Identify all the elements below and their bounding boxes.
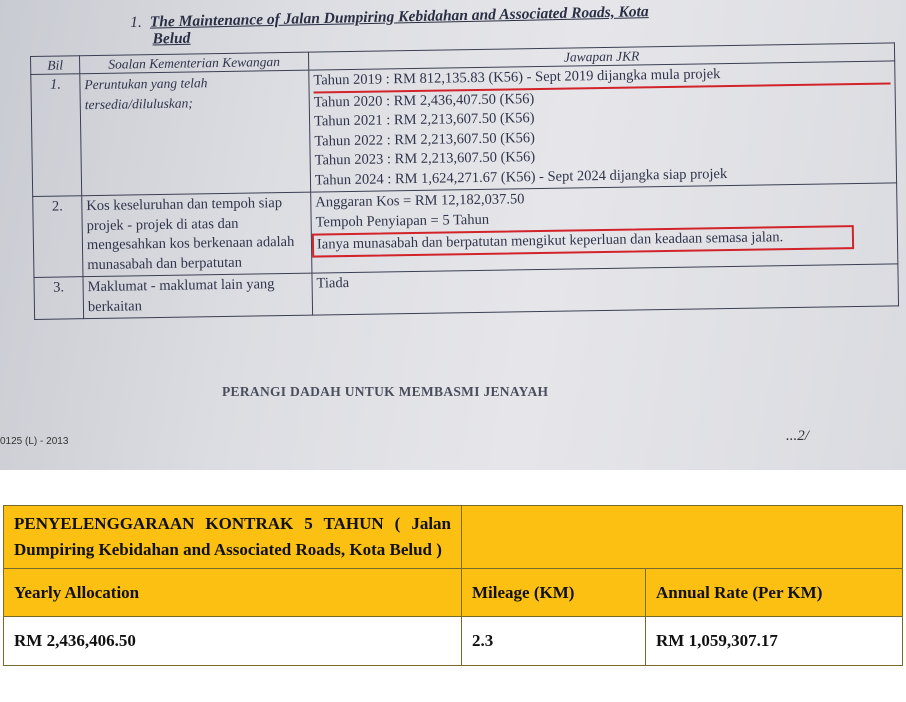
slogan: PERANGI DADAH UNTUK MEMBASMI JENAYAH bbox=[222, 384, 549, 399]
summary-table bbox=[3, 505, 903, 666]
summary-title-text: PENYELENGGARAAN KONTRAK 5 TAHUN ( Jalan Dumpiring Kebidahan and Associated Roads, Kota Belud ) bbox=[14, 514, 451, 559]
row-2-bil: 2. bbox=[33, 196, 83, 278]
completion-period: Tempoh Penyiapan = 5 Tahun bbox=[315, 211, 490, 231]
value-yearly-allocation: RM 2,436,406.50 bbox=[4, 617, 462, 666]
header-soalan: Soalan Kementerian Kewangan bbox=[80, 52, 309, 74]
row-1-soalan: Peruntukan yang telah tersedia/diluluskan; bbox=[80, 70, 311, 196]
row-2-soalan: Kos keseluruhan dan tempoh siap projek - projek di atas dan mengesahkan kos berkenaan adalah munasabah dan berpatutan bbox=[82, 192, 312, 277]
section-number: 1. bbox=[130, 13, 142, 31]
row-1-bil: 1. bbox=[31, 74, 82, 197]
header-yearly-allocation: Yearly Allocation bbox=[4, 569, 462, 617]
row-3-soalan: Maklumat - maklumat lain yang berkaitan bbox=[83, 273, 313, 319]
value-annual-rate: RM 1,059,307.17 bbox=[646, 617, 903, 666]
allocation-2024: Tahun 2024 : RM 1,624,271.67 (K56) - Sept 2024 dijangka siap projek bbox=[314, 165, 728, 189]
table-row bbox=[33, 183, 898, 278]
title-line-1: The Maintenance of Jalan Dumpiring Kebidahan and Associated Roads, Kota bbox=[149, 3, 649, 31]
summary-title-row bbox=[4, 506, 903, 569]
reasonable-statement-highlight: Ianya munasabah dan berpatutan mengikut keperluan dan keadaan semasa jalan. bbox=[312, 225, 854, 257]
allocation-2020: Tahun 2020 : RM 2,436,407.50 (K56) bbox=[313, 90, 535, 111]
summary-header-row bbox=[4, 569, 903, 617]
header-jawapan: Jawapan JKR bbox=[308, 43, 894, 70]
form-code: 0125 (L) - 2013 bbox=[0, 436, 69, 447]
header-annual-rate: Annual Rate (Per KM) bbox=[646, 569, 903, 617]
allocation-2019: Tahun 2019 : RM 812,135.83 (K56) - Sept 2019 dijangka mula projek bbox=[313, 62, 890, 93]
summary-title-empty bbox=[462, 506, 903, 569]
row-3-jawapan: Tiada bbox=[312, 264, 899, 315]
jkr-answer-table bbox=[30, 42, 899, 320]
allocation-2021: Tahun 2021 : RM 2,213,607.50 (K56) bbox=[313, 110, 535, 130]
row-2-jawapan bbox=[311, 183, 898, 273]
table-row bbox=[31, 61, 897, 197]
document-title bbox=[130, 0, 831, 48]
value-mileage: 2.3 bbox=[462, 617, 646, 666]
header-bil: Bil bbox=[31, 56, 80, 75]
allocation-2023: Tahun 2023 : RM 2,213,607.50 (K56) bbox=[314, 149, 536, 169]
row-3-bil: 3. bbox=[34, 277, 84, 320]
estimated-cost: Anggaran Kos = RM 12,182,037.50 bbox=[315, 191, 525, 211]
summary-title bbox=[4, 506, 462, 569]
summary-value-row bbox=[4, 617, 903, 666]
title-line-2: Belud bbox=[152, 29, 191, 48]
page-marker: ...2/ bbox=[786, 428, 809, 444]
allocation-2022: Tahun 2022 : RM 2,213,607.50 (K56) bbox=[314, 129, 535, 150]
row-1-jawapan bbox=[309, 61, 897, 192]
header-mileage: Mileage (KM) bbox=[462, 569, 646, 617]
